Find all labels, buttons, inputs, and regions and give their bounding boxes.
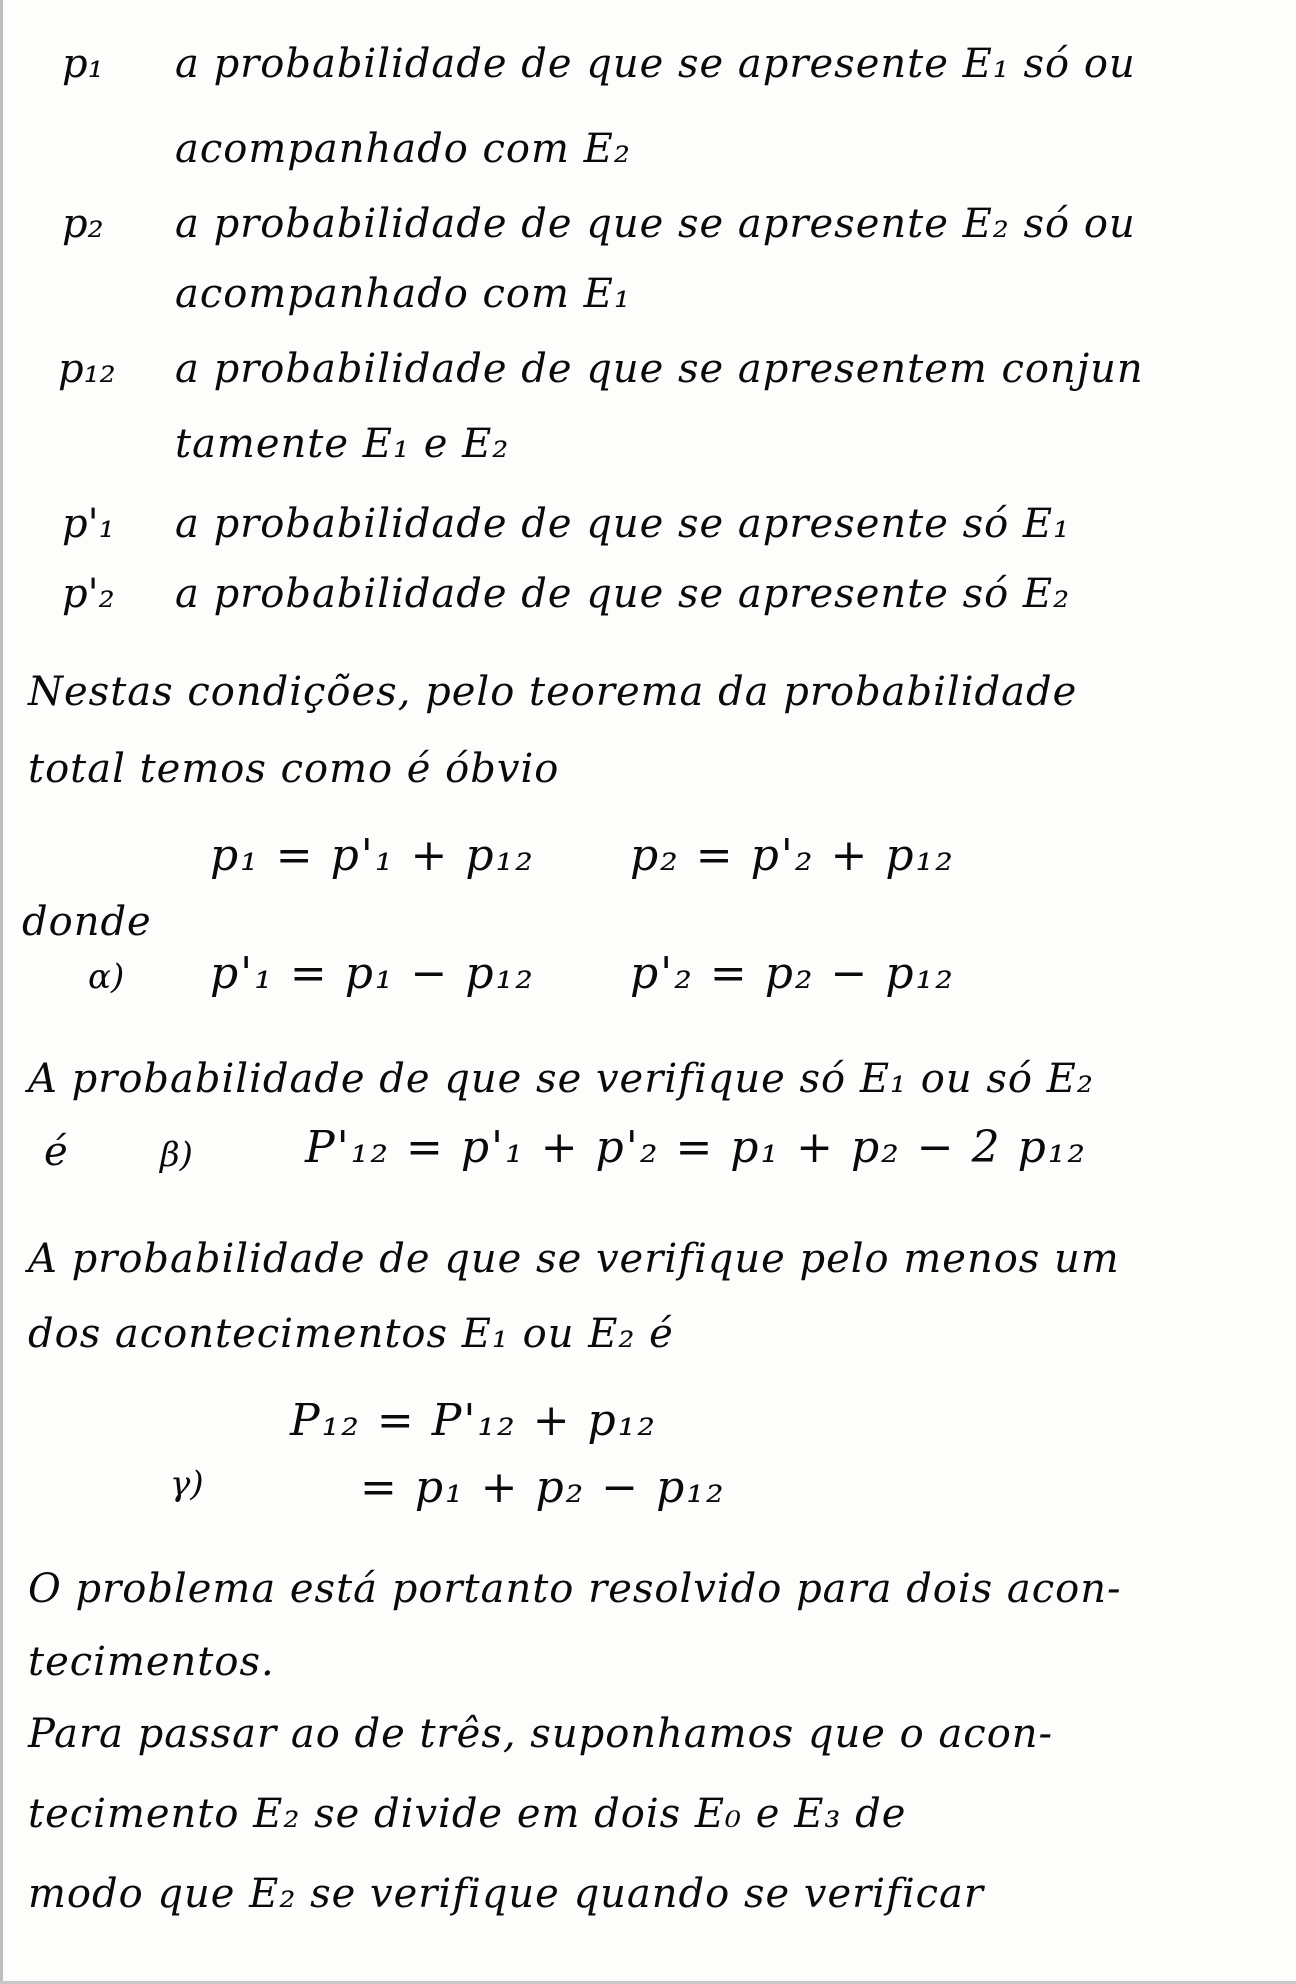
- equation: p₂ = p'₂ + p₁₂: [630, 830, 955, 881]
- equation: p'₂ = p₂ − p₁₂: [630, 948, 955, 999]
- definition-text: a probabilidade de que se apresente só E₂: [175, 571, 1071, 617]
- scan-edge-left: [0, 0, 3, 1984]
- definition-text: a probabilidade de que se apresente E₂ só ou: [175, 201, 1136, 247]
- equation: P₁₂ = P'₁₂ + p₁₂: [290, 1395, 657, 1446]
- paragraph-line: modo que E₂ se verifique quando se verificar: [28, 1871, 985, 1917]
- connector-word: donde: [22, 899, 152, 945]
- paragraph-line: dos acontecimentos E₁ ou E₂ é: [28, 1311, 674, 1357]
- definition-symbol: p₁: [62, 41, 104, 87]
- equation-label: γ): [170, 1464, 204, 1504]
- definition-text: acompanhado com E₂: [175, 126, 631, 172]
- definition-text: a probabilidade de que se apresentem conjun: [175, 346, 1144, 392]
- definition-symbol: p'₂: [62, 571, 115, 617]
- equation: P'₁₂ = p'₁ + p'₂ = p₁ + p₂ − 2 p₁₂: [305, 1122, 1088, 1173]
- equation: p₁ = p'₁ + p₁₂: [210, 830, 535, 881]
- equation-label: α): [88, 957, 125, 997]
- paragraph-line: A probabilidade de que se verifique pelo menos um: [28, 1236, 1120, 1282]
- paragraph-line: tecimentos.: [28, 1639, 275, 1685]
- equation: = p₁ + p₂ − p₁₂: [360, 1462, 726, 1513]
- paragraph-line: A probabilidade de que se verifique só E₁ ou só E₂: [28, 1056, 1094, 1102]
- equation: p'₁ = p₁ − p₁₂: [210, 948, 535, 999]
- paragraph-line: Para passar ao de três, suponhamos que o acon-: [28, 1711, 1054, 1757]
- paragraph-prefix: é: [44, 1129, 69, 1175]
- equation-label: β): [160, 1135, 193, 1175]
- paragraph-line: Nestas condições, pelo teorema da probabilidade: [28, 669, 1078, 715]
- paragraph-line: tecimento E₂ se divide em dois E₀ e E₃ de: [28, 1791, 907, 1837]
- definition-symbol: p'₁: [62, 501, 115, 547]
- definition-text: a probabilidade de que se apresente só E₁: [175, 501, 1071, 547]
- definition-symbol: p₂: [62, 201, 104, 247]
- paragraph-line: O problema está portanto resolvido para dois acon-: [28, 1566, 1122, 1612]
- definition-text: tamente E₁ e E₂: [175, 421, 510, 467]
- definition-symbol: p₁₂: [58, 346, 116, 392]
- definition-text: a probabilidade de que se apresente E₁ só ou: [175, 41, 1136, 87]
- definition-text: acompanhado com E₁: [175, 271, 631, 317]
- paragraph-line: total temos como é óbvio: [28, 746, 560, 792]
